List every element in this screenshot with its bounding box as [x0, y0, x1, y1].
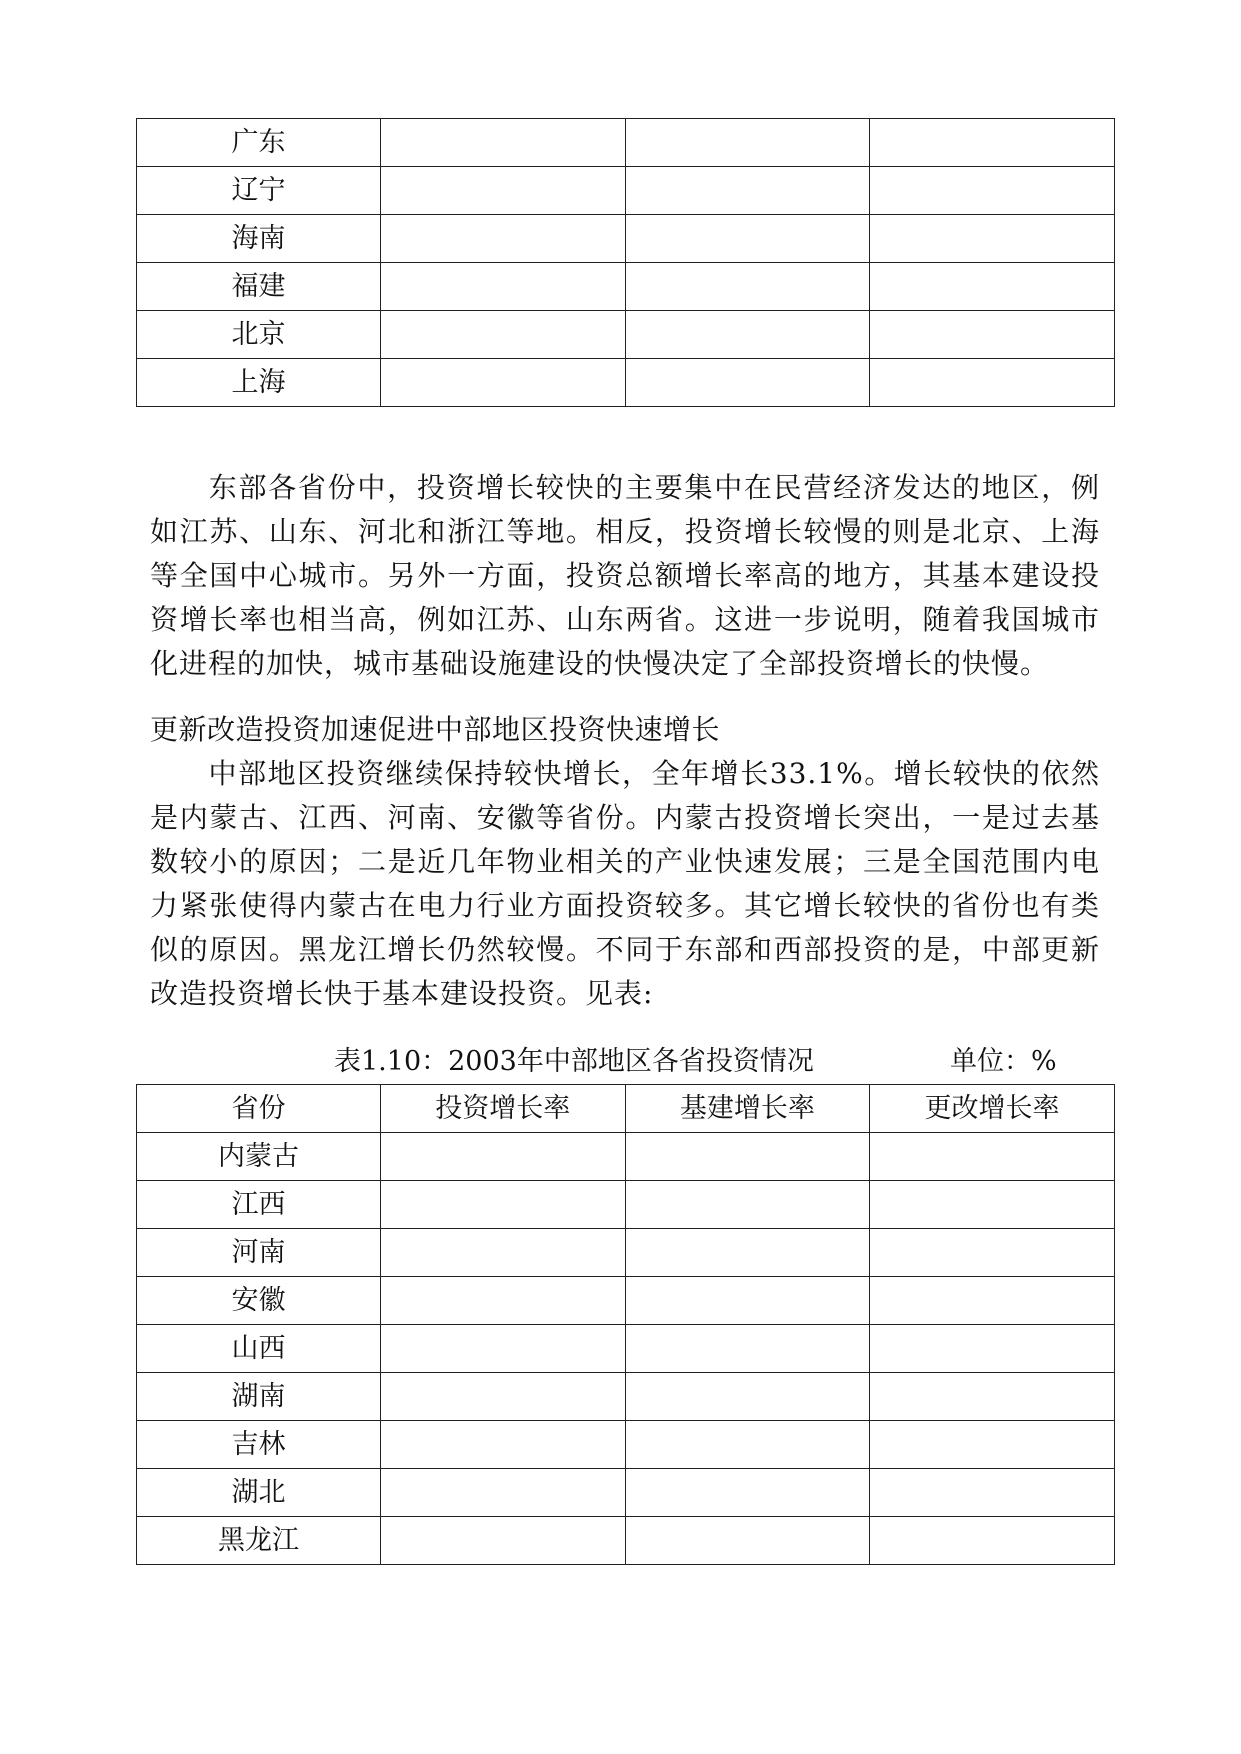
header-cell-renovation-growth: 更改增长率: [870, 1085, 1115, 1133]
table-row: [137, 1277, 1115, 1325]
unit-label: 单位：%: [950, 1046, 1057, 1077]
value-cell: [625, 1277, 870, 1325]
central-table-body: [137, 1133, 1115, 1565]
value-cell: [870, 1229, 1115, 1277]
value-cell: [625, 1517, 870, 1565]
table-row: [137, 1373, 1115, 1421]
table-row: [137, 1469, 1115, 1517]
value-cell: [870, 119, 1115, 167]
table-row: [137, 1421, 1115, 1469]
value-cell: [870, 359, 1115, 407]
value-cell: [625, 1181, 870, 1229]
table-caption: 表1.10：2003年中部地区各省投资情况: [334, 1046, 814, 1077]
value-cell: [381, 1229, 626, 1277]
value-cell: [381, 215, 626, 263]
east-table-body: [137, 119, 1115, 407]
table-row: [137, 1517, 1115, 1565]
value-cell: [381, 167, 626, 215]
province-name-cell: 安徽: [137, 1277, 381, 1325]
central-paragraph-text: 中部地区投资继续保持较快增长，全年增长33.1%。增长较快的依然是内蒙古、江西、河南、安徽等省份。内蒙古投资增长突出，一是过去基数较小的原因；二是近几年物业相关的产业快速发展；三是全国范围内电力紧张使得内蒙古在电力行业方面投资较多。其它增长较快的省份也有类似的原因。黑龙江增长仍然较慢。不同于东部和西部投资的是，中部更新改造投资增长快于基本建设投资。见表:: [150, 757, 1100, 1010]
value-cell: [625, 1373, 870, 1421]
province-name-cell: 辽宁: [137, 167, 381, 215]
table-row: [137, 263, 1115, 311]
province-name-cell: 河南: [137, 1229, 381, 1277]
header-cell-investment-growth: 投资增长率: [381, 1085, 626, 1133]
value-cell: [870, 1325, 1115, 1373]
value-cell: [625, 1421, 870, 1469]
value-cell: [870, 1517, 1115, 1565]
central-section-heading: 更新改造投资加速促进中部地区投资快速增长: [150, 713, 721, 746]
value-cell: [625, 215, 870, 263]
value-cell: [625, 1229, 870, 1277]
value-cell: [381, 119, 626, 167]
east-analysis-paragraph: [150, 466, 1100, 686]
table-row: [137, 215, 1115, 263]
value-cell: [870, 1373, 1115, 1421]
value-cell: [625, 311, 870, 359]
table-row: [137, 1325, 1115, 1373]
value-cell: [870, 1133, 1115, 1181]
table-row: [137, 1181, 1115, 1229]
value-cell: [625, 1325, 870, 1373]
value-cell: [381, 1181, 626, 1229]
province-name-cell: 江西: [137, 1181, 381, 1229]
province-name-cell: 海南: [137, 215, 381, 263]
value-cell: [381, 1277, 626, 1325]
value-cell: [381, 1325, 626, 1373]
value-cell: [870, 1469, 1115, 1517]
east-provinces-table: [136, 118, 1115, 407]
value-cell: [870, 1277, 1115, 1325]
central-provinces-table: [136, 1084, 1115, 1565]
header-cell-province: 省份: [137, 1085, 381, 1133]
value-cell: [381, 359, 626, 407]
value-cell: [625, 1469, 870, 1517]
value-cell: [381, 263, 626, 311]
value-cell: [870, 167, 1115, 215]
table-row: [137, 359, 1115, 407]
value-cell: [870, 263, 1115, 311]
province-name-cell: 吉林: [137, 1421, 381, 1469]
table-header-row: [137, 1085, 1115, 1133]
value-cell: [625, 359, 870, 407]
province-name-cell: 黑龙江: [137, 1517, 381, 1565]
table-row: [137, 1133, 1115, 1181]
province-name-cell: 广东: [137, 119, 381, 167]
header-cell-capital-construction-growth: 基建增长率: [625, 1085, 870, 1133]
value-cell: [381, 1133, 626, 1181]
province-name-cell: 福建: [137, 263, 381, 311]
province-name-cell: 内蒙古: [137, 1133, 381, 1181]
table-row: [137, 1229, 1115, 1277]
value-cell: [381, 1421, 626, 1469]
value-cell: [625, 263, 870, 311]
central-table-header: [137, 1085, 1115, 1133]
value-cell: [381, 1517, 626, 1565]
table-row: [137, 167, 1115, 215]
province-name-cell: 上海: [137, 359, 381, 407]
value-cell: [870, 311, 1115, 359]
province-name-cell: 湖南: [137, 1373, 381, 1421]
province-name-cell: 北京: [137, 311, 381, 359]
value-cell: [381, 311, 626, 359]
value-cell: [870, 1421, 1115, 1469]
table-row: [137, 311, 1115, 359]
value-cell: [625, 119, 870, 167]
value-cell: [625, 1133, 870, 1181]
central-analysis-paragraph: [150, 752, 1100, 1016]
value-cell: [870, 215, 1115, 263]
province-name-cell: 湖北: [137, 1469, 381, 1517]
value-cell: [870, 1181, 1115, 1229]
value-cell: [381, 1469, 626, 1517]
table-row: [137, 119, 1115, 167]
east-paragraph-text: 东部各省份中，投资增长较快的主要集中在民营经济发达的地区，例如江苏、山东、河北和浙江等地。相反，投资增长较慢的则是北京、上海等全国中心城市。另外一方面，投资总额增长率高的地方，其基本建设投资增长率也相当高，例如江苏、山东两省。这进一步说明，随着我国城市化进程的加快，城市基础设施建设的快慢决定了全部投资增长的快慢。: [150, 471, 1100, 680]
value-cell: [381, 1373, 626, 1421]
value-cell: [625, 167, 870, 215]
province-name-cell: 山西: [137, 1325, 381, 1373]
